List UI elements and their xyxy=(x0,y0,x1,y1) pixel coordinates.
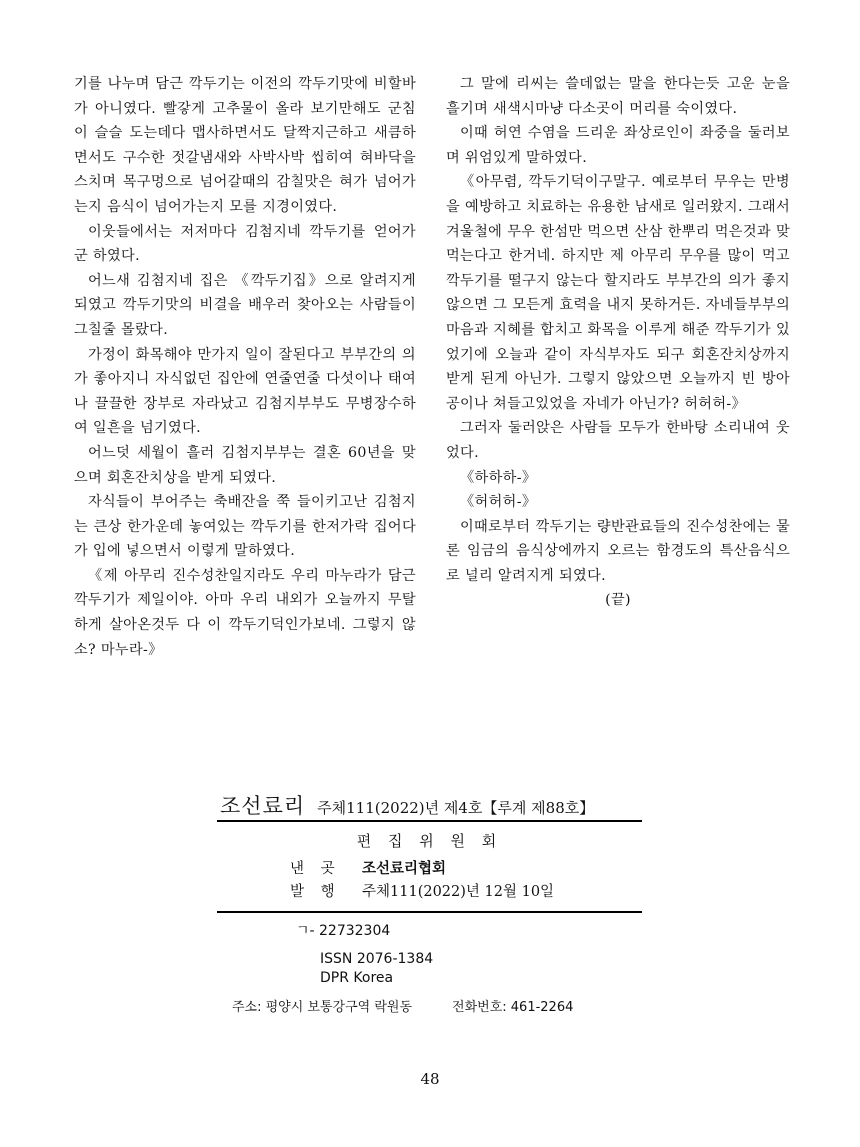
phone: 전화번호: 461-2264 xyxy=(452,1000,574,1015)
issue-date-row xyxy=(290,880,554,901)
paragraph: 《아무렴, 깍두기덕이구말구. 예로부터 무우는 만병을 예방하고 치료하는 유용한 남새로 일러왔지. 그래서 겨울철에 무우 한섬만 먹으면 산삼 한뿌리 먹은것과 맞먹는다고 한거네. 하지만 제 아무리 무우를 많이 먹고 깍두기를 떨구지 않는다 할지라도 부부간의 의가 좋지 않으면 그 모든게 효력을 내지 못하거든. 자네들부부의 마음과 지혜를 합치고 화목을 이루게 해준 깍두기가 있었기에 오늘과 같이 자식부자도 되구 회혼잔치상까지 받게 된게 아닌가. 그렇지 않았으면 오늘까지 빈 방아공이나 쳐들고있었을 자네가 아닌가? 허허허-》 xyxy=(446,174,790,412)
issn-block xyxy=(320,950,433,988)
issn-number: ISSN 2076-1384 xyxy=(320,951,434,967)
colophon-masthead xyxy=(220,790,640,820)
publisher-label: 낸 곳 xyxy=(290,861,341,877)
paragraph: 어느새 김첨지네 집은 《깍두기집》으로 알려지게 되였고 깍두기맛의 비결을 배우러 찾아오는 사람들이 그칠줄 몰랐다. xyxy=(74,272,416,338)
end-mark: (끝) xyxy=(605,592,631,609)
publisher-name: 조선료리협회 xyxy=(362,860,447,877)
paragraph: 어느덧 세월이 흘러 김첨지부부는 결혼 60년을 맞으며 회혼잔치상을 받게 되였다. xyxy=(74,444,416,486)
address: 주소: 평양시 보통강구역 락원동 xyxy=(232,1000,413,1015)
paragraph: 가정이 화목해야 만가지 일이 잘된다고 부부간의 의가 좋아지니 자식없던 집안에 연줄연줄 다섯이나 태여나 끌끌한 장부로 자라났고 김첨지부부도 무병장수하여 일흔을 넘기였다. xyxy=(74,346,416,437)
colophon-top-rule xyxy=(217,820,642,822)
paragraph: 이때로부터 깍두기는 량반관료들의 진수성찬에는 물론 임금의 음식상에까지 오르는 함경도의 특산음식으로 널리 알려지게 되였다. xyxy=(446,518,790,584)
paragraph: 이웃들에서는 저저마다 김첨지네 깍두기를 얻어가군 하였다. xyxy=(74,223,416,265)
paragraph: 자식들이 부어주는 축배잔을 쭉 들이키고난 김첨지는 큰상 한가운데 놓여있는 깍두기를 한저가락 집어다가 입에 넣으면서 이렇게 말하였다. xyxy=(74,494,416,560)
article-left-column xyxy=(74,72,416,662)
journal-title: 조선료리 xyxy=(220,794,306,818)
address-row xyxy=(232,996,573,1015)
paragraph: 《하하하-》 xyxy=(460,469,537,486)
country: DPR Korea xyxy=(320,970,394,986)
paragraph: 기를 나누며 담근 깍두기는 이전의 깍두기맛에 비할바가 아니였다. 빨갛게 고추물이 올라 보기만해도 군침이 슬슬 도는데다 맵사하면서도 달짝지근하고 새큼하면서도 구수한 젓갈냄새와 사박사박 씹히여 혀바닥을 스치며 목구멍으로 넘어갈때의 감칠맛은 혀가 넘어가는지 음식이 넘어가는지 모를 지경이였다. xyxy=(74,76,416,215)
page-number: 48 xyxy=(420,1070,440,1088)
issue-line: 주체111(2022)년 제4호【루계 제88호】 xyxy=(317,799,595,817)
paragraph: 그러자 둘러앉은 사람들 모두가 한바탕 소리내여 웃었다. xyxy=(446,420,790,461)
colophon-bottom-rule xyxy=(217,911,642,913)
publisher-row xyxy=(290,857,446,878)
issue-date: 주체111(2022)년 12월 10일 xyxy=(362,884,555,900)
editorial-committee: 편 집 위 원 회 xyxy=(356,832,503,850)
paragraph: 이때 허연 수염을 드리운 좌상로인이 좌중을 둘러보며 위엄있게 말하였다. xyxy=(446,125,790,166)
issue-label: 발 행 xyxy=(290,884,341,900)
paragraph: 《제 아무리 진수성찬일지라도 우리 마누라가 담근 깍두기가 제일이야. 아마 우리 내외가 오늘까지 무탈하게 살아온것두 다 이 깍두기덕인가보네. 그렇지 않소? 마누라-》 xyxy=(74,567,416,658)
postal-code: ㄱ- 22732304 xyxy=(296,923,391,939)
article-right-column xyxy=(446,72,790,613)
paragraph: 그 말에 리씨는 쓸데없는 말을 한다는듯 고운 눈을 흘기며 새색시마냥 다소곳이 머리를 숙이였다. xyxy=(446,76,790,117)
paragraph: 《허허허-》 xyxy=(460,494,537,511)
